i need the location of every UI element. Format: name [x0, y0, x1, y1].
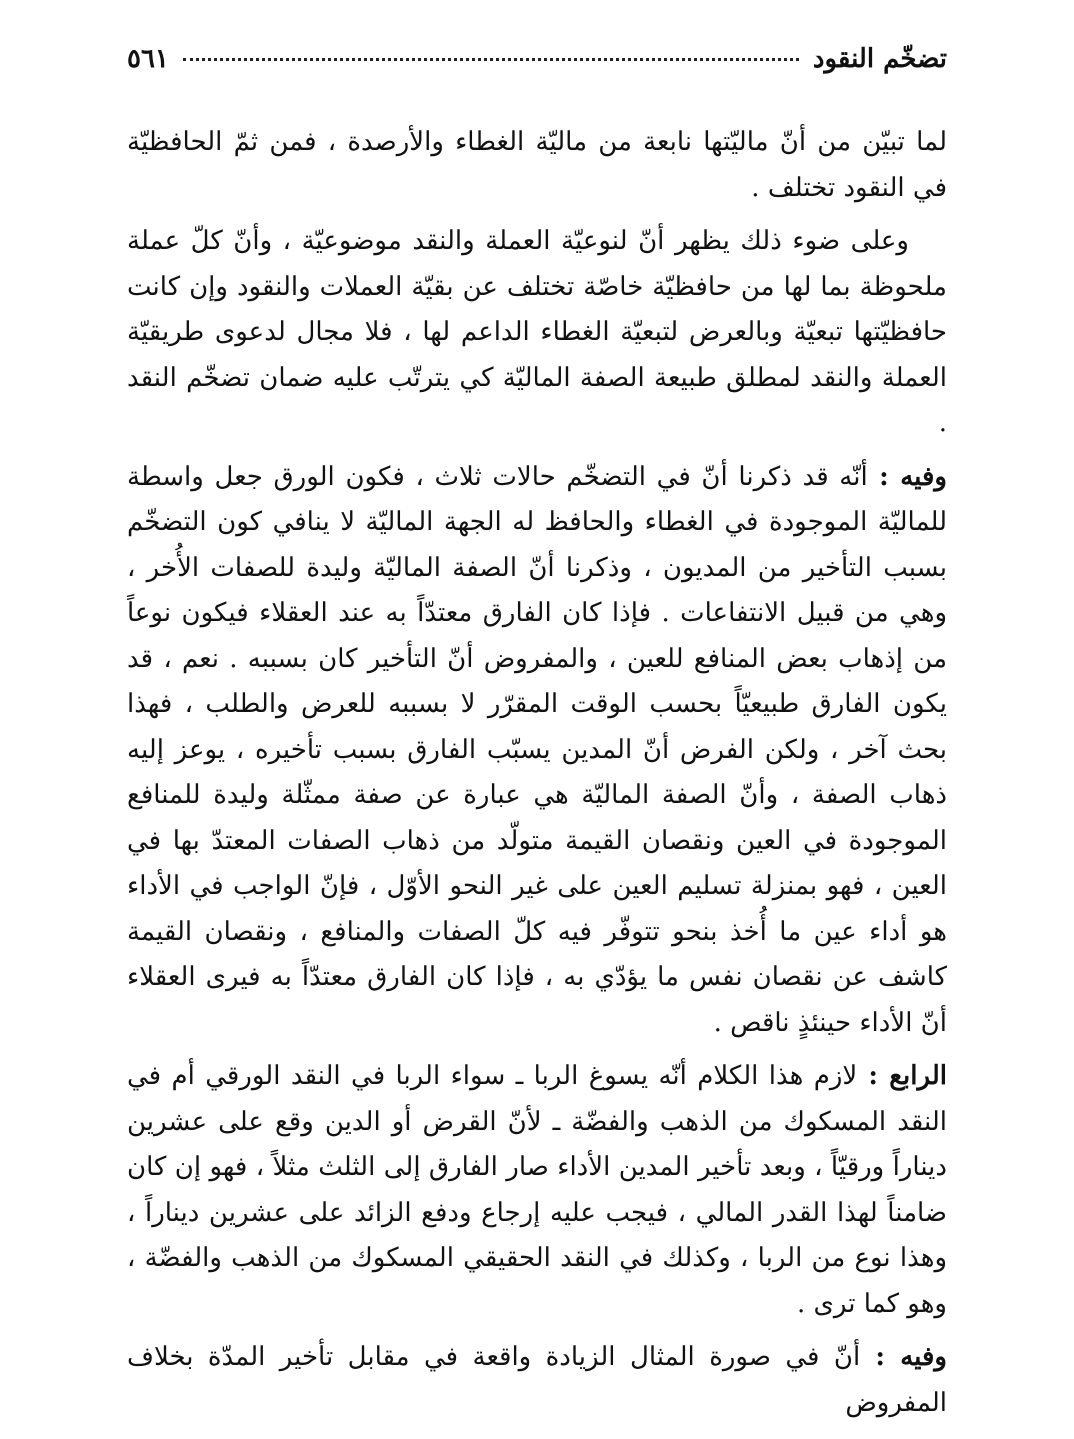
paragraph — [127, 120, 947, 211]
running-header — [127, 44, 947, 90]
paragraph-text: أنّ في صورة المثال الزيادة واقعة في مقابل تأخير المدّة بخلاف المفروض — [127, 1342, 947, 1418]
paragraph-text: وعلى ضوء ذلك يظهر أنّ لنوعيّة العملة والنقد موضوعيّة ، وأنّ كلّ عملة ملحوظة بما لها من حافظيّة خاصّة تختلف عن بقيّة العملات والنقود وإن كانت حافظيّتها تبعيّة وبالعرض لتبعيّة الغطاء الداعم لها ، فلا مجال لدعوى طريقيّة العملة والنقد لمطلق طبيعة الصفة الماليّة كي يترتّب عليه ضمان تضخّم النقد . — [127, 226, 947, 438]
paragraph — [127, 1335, 947, 1426]
paragraph-text: لما تبيّن من أنّ ماليّتها نابعة من ماليّة الغطاء والأرصدة ، فمن ثمّ الحافظيّة في النقود تختلف . — [127, 127, 947, 203]
paragraph-text: أنّه قد ذكرنا أنّ في التضخّم حالات ثلاث ، فكون الورق جعل واسطة للماليّة الموجودة في الغطاء والحافظ له الجهة الماليّة لا ينافي كون التضخّم بسبب التأخير من المديون ، وذكرنا أنّ الصفة الماليّة وليدة للصفات الأُخر ، وهي من قبيل الانتفاعات . فإذا كان الفارق معتدّاً به عند العقلاء فيكون نوعاً من إذهاب بعض المنافع للعين ، والمفروض أنّ التأخير كان بسببه . نعم ، قد يكون الفارق طبيعيّاً بحسب الوقت المقرّر لا بسببه للعرض والطلب ، فهذا بحث آخر ، ولكن الفرض أنّ المدين يسبّب الفارق بسبب تأخيره ، يوعز إليه ذهاب الصفة ، وأنّ الصفة الماليّة هي عبارة عن صفة ممثّلة وليدة للمنافع الموجودة في العين ونقصان القيمة متولّد من ذهاب الصفات المعتدّ بها في العين ، فهو بمنزلة تسليم العين على غير النحو الأوّل ، فإنّ الواجب في الأداء هو أداء عين ما أُخذ بنحو تتوفّر فيه كلّ الصفات والمنافع ، ونقصان القيمة كاشف عن نقصان نفس ما يؤدّي به ، فإذا كان الفارق معتدّاً به فيرى العقلاء أنّ الأداء حينئذٍ ناقص . — [127, 461, 947, 1038]
header-dot-leader — [183, 58, 799, 61]
paragraph-lead: الرابع : — [857, 1061, 947, 1091]
header-title: تضخّم النقود — [812, 44, 947, 74]
body-text — [127, 120, 947, 1426]
page-number: ٥٦١ — [127, 44, 169, 74]
paragraph-lead: وفيه : — [860, 1342, 947, 1372]
paragraph — [127, 219, 947, 447]
paragraph — [127, 1054, 947, 1327]
paragraph — [127, 455, 947, 1047]
paragraph-text: لازم هذا الكلام أنّه يسوغ الربا ـ سواء الربا في النقد الورقي أم في النقد المسكوك من الذهب والفضّة ـ لأنّ القرض أو الدين وقع على عشرين ديناراً ورقيّاً ، وبعد تأخير المدين الأداء صار الفارق إلى الثلث مثلاً ، فهو إن كان ضامناً لهذا القدر المالي ، فيجب عليه إرجاع ودفع الزائد على عشرين ديناراً ، وهذا نوع من الربا ، وكذلك في النقد الحقيقي المسكوك من الذهب والفضّة ، وهو كما ترى . — [127, 1061, 947, 1319]
paragraph-lead: وفيه : — [867, 461, 947, 492]
